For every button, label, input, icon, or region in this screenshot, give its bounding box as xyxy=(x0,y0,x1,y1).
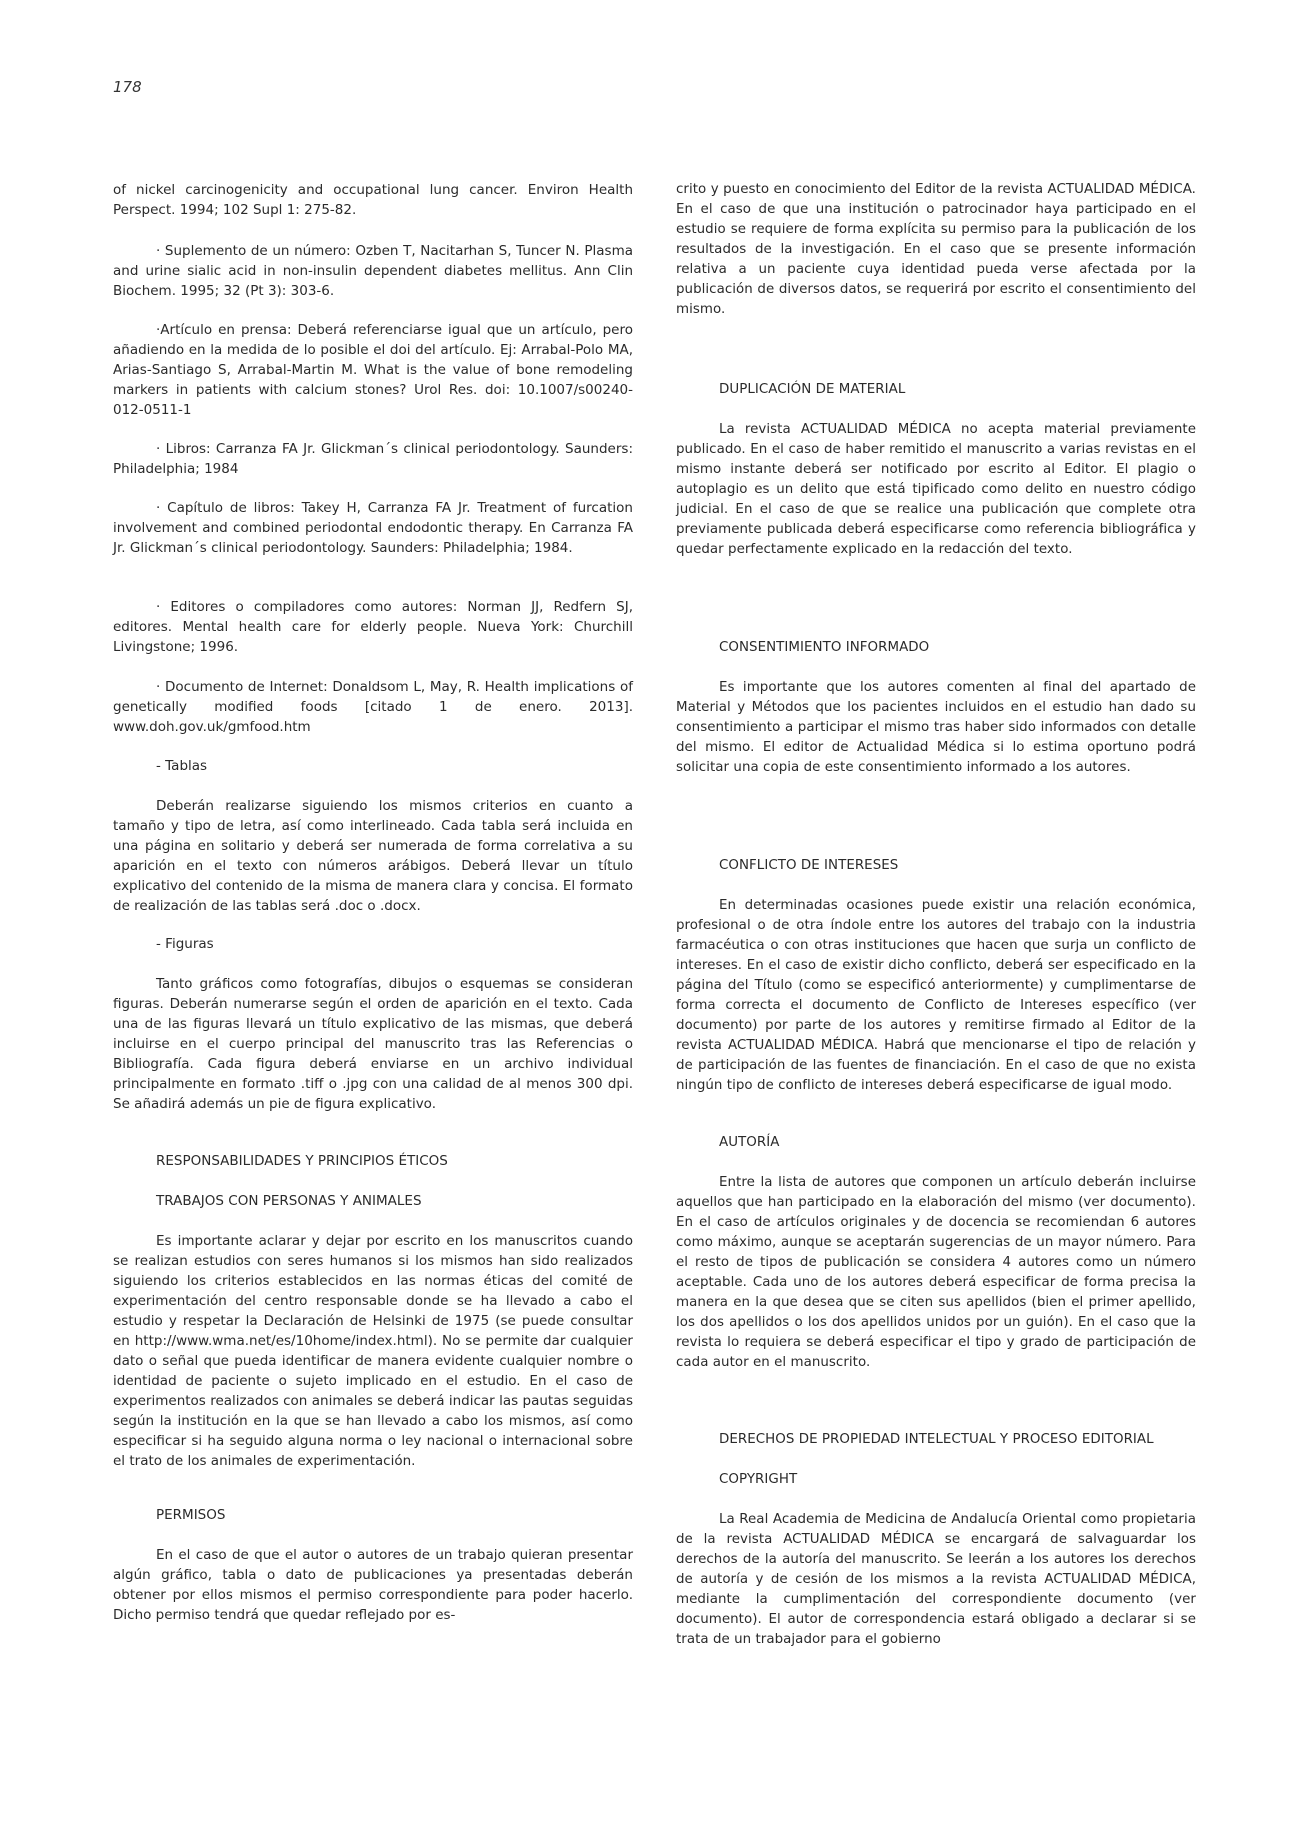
head-duplicacion: DUPLICACIÓN DE MATERIAL xyxy=(719,382,906,397)
head-derechos: DERECHOS DE PROPIEDAD INTELECTUAL Y PROCESO EDITORIAL xyxy=(719,1432,1154,1447)
page-number: 178 xyxy=(113,78,142,96)
head-conflicto: CONFLICTO DE INTERESES xyxy=(719,858,899,873)
head-trabajos: TRABAJOS CON PERSONAS Y ANIMALES xyxy=(156,1193,422,1209)
para-duplicacion: La revista ACTUALIDAD MÉDICA no acepta material previamente publicado. En el caso de haber remitido el manuscrito a varias revistas en el mismo instante deberá ser notificado por escrito al Editor. El plagio o autoplagio es un delito que está tipificado como delito en nuestro código judicial. En el caso de que se realice una publicación que complete otra previamente publicada deberá especificarse como referencia bibliográfica y quedar perfectamente explicado en la redacción del texto. xyxy=(676,422,1196,557)
head-figuras: - Figuras xyxy=(156,936,214,952)
para-permisos: En el caso de que el autor o autores de un trabajo quieran presentar algún gráfico, tabla o dato de publicaciones ya presentadas deberán obtener por ellos mismos el permiso correspondiente para poder hacerlo. Dicho permiso tendrá que quedar reflejado por es- xyxy=(113,1547,633,1623)
head-permisos: PERMISOS xyxy=(156,1507,226,1523)
para-tablas: Deberán realizarse siguiendo los mismos criterios en cuanto a tamaño y tipo de letra, así como interlineado. Cada tabla será incluida en una página en solitario y deberá ser numerada de forma correlativa a su aparición en el texto con números arábigos. Deberá llevar un título explicativo del contenido de la misma de manera clara y concisa. El formato de realización de las tablas será .doc o .docx. xyxy=(113,798,633,914)
ref-libros: · Libros: Carranza FA Jr. Glickman´s clinical periodontology. Saunders: Philadelphia; 1984 xyxy=(113,441,633,477)
para-trabajos: Es importante aclarar y dejar por escrito en los manuscritos cuando se realizan estudios con seres humanos si los mismos han sido realizados siguiendo los criterios establecidos en las normas éticas del comité de experimentación del centro responsable donde se ha llevado a cabo el estudio y respetar la Declaración de Helsinki de 1975 (se puede consultar en http://www.wma.net/es/10home/index.html). No se permite dar cualquier dato o señal que pueda identificar de manera evidente cualquier nombre o identidad de paciente o sujeto implicado en el estudio. En el caso de experimentos realizados con animales se deberá indicar las pautas seguidas según la institución en la que se han llevado a cabo los mismos, así como especificar si ha seguido alguna norma o ley nacional o internacional sobre el trato de los animales de experimentación. xyxy=(113,1233,633,1469)
para-conflicto: En determinadas ocasiones puede existir una relación económica, profesional o de otra índole entre los autores del trabajo con la industria farmacéutica o con otras instituciones que hacen que surja un conflicto de intereses. En el caso de existir dicho conflicto, deberá ser especificado en la página del Título (como se especificó anteriormente) y cumplimentarse de forma correcta el documento de Conflicto de Intereses específico (ver documento) por parte de los autores y remitirse firmado al Editor de la revista ACTUALIDAD MÉDICA. Habrá que mencionarse el tipo de relación y de participación de las fuentes de financiación. En el caso de que no exista ningún tipo de conflicto de intereses deberá especificarse de igual modo. xyxy=(676,898,1196,1093)
head-tablas: - Tablas xyxy=(156,758,208,774)
head-consentimiento: CONSENTIMIENTO INFORMADO xyxy=(719,640,930,655)
ref-capitulo: · Capítulo de libros: Takey H, Carranza FA Jr. Treatment of furcation involvement and combined periodontal endodontic therapy. En Carranza FA Jr. Glickman´s clinical periodontology. Saunders: Philadelphia; 1984. xyxy=(113,500,633,556)
ref-suplemento: · Suplemento de un número: Ozben T, Nacitarhan S, Tuncer N. Plasma and urine sialic acid in non-insulin dependent diabetes mellitus. Ann Clin Biochem. 1995; 32 (Pt 3): 303-6. xyxy=(113,243,633,299)
ref-internet: · Documento de Internet: Donaldsom L, May, R. Health implications of genetically modified foods [citado 1 de enero. 2013]. www.doh.gov.uk/gmfood.htm xyxy=(113,679,633,735)
para-permisos-cont: crito y puesto en conocimiento del Editor de la revista ACTUALIDAD MÉDICA. En el caso de que una institución o patrocinador haya participado en el estudio se requiere de forma explícita su permiso para la publicación de los resultados de la investigación. En el caso que se presente información relativa a un paciente cuya identidad pueda verse afectada por la publicación de diversos datos, se requerirá por escrito el consentimiento del mismo. xyxy=(676,182,1196,317)
ref-editores: · Editores o compiladores como autores: Norman JJ, Redfern SJ, editores. Mental health care for elderly people. Nueva York: Churchill Livingstone; 1996. xyxy=(113,599,633,655)
para-autoria: Entre la lista de autores que componen un artículo deberán incluirse aquellos que han participado en la elaboración del mismo (ver documento). En el caso de artículos originales y de docencia se recomiendan 6 autores como máximo, aunque se aceptarán sugerencias de un mayor número. Para el resto de tipos de publicación se considera 4 autores como un número aceptable. Cada uno de los autores deberá especificar de forma precisa la manera en la que desea que se citen sus apellidos (bien el primer apellido, los dos apellidos o los dos apellidos unidos por un guión). En el caso que la revista lo requiera se deberá especificar el tipo y grado de participación de cada autor en el manuscrito. xyxy=(676,1175,1196,1370)
para-figuras: Tanto gráficos como fotografías, dibujos o esquemas se consideran figuras. Deberán numerarse según el orden de aparición en el texto. Cada una de las figuras llevará un título explicativo de las mismas, que deberá incluirse en el cuerpo principal del manuscrito tras las Referencias o Bibliografía. Cada figura deberá enviarse en un archivo individual principalmente en formato .tiff o .jpg con una calidad de al menos 300 dpi. Se añadirá además un pie de figura explicativo. xyxy=(113,976,633,1112)
ref-nickel: of nickel carcinogenicity and occupational lung cancer. Environ Health Perspect. 1994; 102 Supl 1: 275-82. xyxy=(113,182,633,218)
ref-prensa: ·Artículo en prensa: Deberá referenciarse igual que un artículo, pero añadiendo en la medida de lo posible el doi del artículo. Ej: Arrabal-Polo MA, Arias-Santiago S, Arrabal-Martin M. What is the value of bone remodeling markers in patients with calcium stones? Urol Res. doi: 10.1007/s00240-012-0511-1 xyxy=(113,322,633,418)
head-responsabilidades: RESPONSABILIDADES Y PRINCIPIOS ÉTICOS xyxy=(156,1153,448,1169)
head-copyright: COPYRIGHT xyxy=(719,1472,798,1487)
head-autoria: AUTORÍA xyxy=(719,1135,780,1150)
para-consentimiento: Es importante que los autores comenten al final del apartado de Material y Métodos que los pacientes incluidos en el estudio han dado su consentimiento a participar el mismo tras haber sido informados con detalle del mismo. El editor de Actualidad Médica si lo estima oportuno podrá solicitar una copia de este consentimiento informado a los autores. xyxy=(676,680,1196,775)
para-copyright: La Real Academia de Medicina de Andalucía Oriental como propietaria de la revista ACTUALIDAD MÉDICA se encargará de salvaguardar los derechos de la autoría del manuscrito. Se leerán a los autores los derechos de autoría y de cesión de los mismos a la revista ACTUALIDAD MÉDICA, mediante la cumplimentación del correspondiente documento (ver documento). El autor de correspondencia estará obligado a declarar si se trata de un trabajador para el gobierno xyxy=(676,1512,1196,1647)
